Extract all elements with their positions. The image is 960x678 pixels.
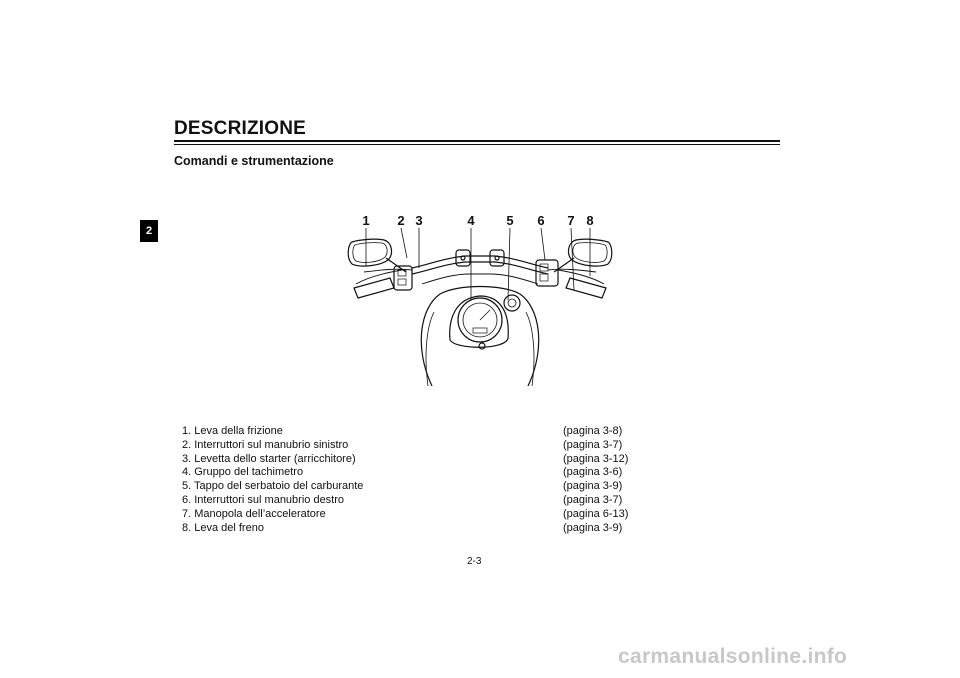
section-subtitle: Comandi e strumentazione (174, 154, 334, 168)
callout-4: 4 (467, 213, 475, 228)
part-label: 8. Leva del freno (182, 521, 264, 534)
list-item (182, 480, 652, 494)
part-label: 7. Manopola dell’acceleratore (182, 507, 326, 520)
page-title: DESCRIZIONE (174, 118, 307, 139)
part-page-ref: (pagina 3-9) (563, 521, 623, 534)
part-label: 6. Interruttori sul manubrio destro (182, 493, 345, 506)
right-switch-housing (536, 260, 558, 286)
right-mirror (554, 239, 612, 272)
part-label: 5. Tappo del serbatoio del carburante (182, 480, 364, 493)
watermark: carmanualsonline.info (618, 645, 848, 668)
callout-7: 7 (567, 213, 575, 228)
part-page-ref: (pagina 6-13) (563, 507, 629, 520)
callout-3: 3 (415, 213, 423, 228)
part-label: 3. Levetta dello starter (arricchitore) (182, 452, 356, 465)
title-rule-thin (174, 144, 780, 145)
part-page-ref: (pagina 3-12) (563, 452, 629, 465)
list-item (182, 453, 652, 467)
list-item (182, 508, 652, 522)
callout-2: 2 (397, 213, 405, 228)
part-page-ref: (pagina 3-6) (563, 466, 623, 479)
part-page-ref: (pagina 3-9) (563, 480, 623, 493)
chapter-tab: 2 (140, 220, 158, 242)
speedometer (450, 296, 509, 349)
left-mirror (348, 239, 406, 272)
part-label: 4. Gruppo del tachimetro (182, 466, 304, 479)
list-item (182, 494, 652, 508)
fuel-tank-cap (504, 295, 520, 311)
handlebar (412, 256, 548, 284)
callout-6: 6 (537, 213, 545, 228)
callout-leader-lines (366, 228, 590, 300)
part-label: 2. Interruttori sul manubrio sinistro (182, 438, 349, 451)
part-page-ref: (pagina 3-8) (563, 425, 623, 437)
list-item (182, 522, 652, 536)
left-grip (354, 269, 412, 298)
handlebar-controls-illustration (340, 208, 620, 393)
title-rule-thick (174, 140, 780, 142)
list-item (182, 466, 652, 480)
callout-5: 5 (506, 213, 514, 228)
part-page-ref: (pagina 3-7) (563, 493, 623, 506)
part-label: 1. Leva della frizione (182, 425, 283, 437)
callout-8: 8 (586, 213, 594, 228)
parts-list (182, 425, 652, 535)
part-page-ref: (pagina 3-7) (563, 438, 623, 451)
list-item (182, 425, 652, 439)
page-number: 2-3 (467, 556, 482, 567)
callout-1: 1 (362, 213, 370, 228)
list-item (182, 439, 652, 453)
handlebar-clamps (456, 250, 504, 266)
right-grip (548, 269, 606, 298)
fuel-tank (421, 287, 538, 387)
